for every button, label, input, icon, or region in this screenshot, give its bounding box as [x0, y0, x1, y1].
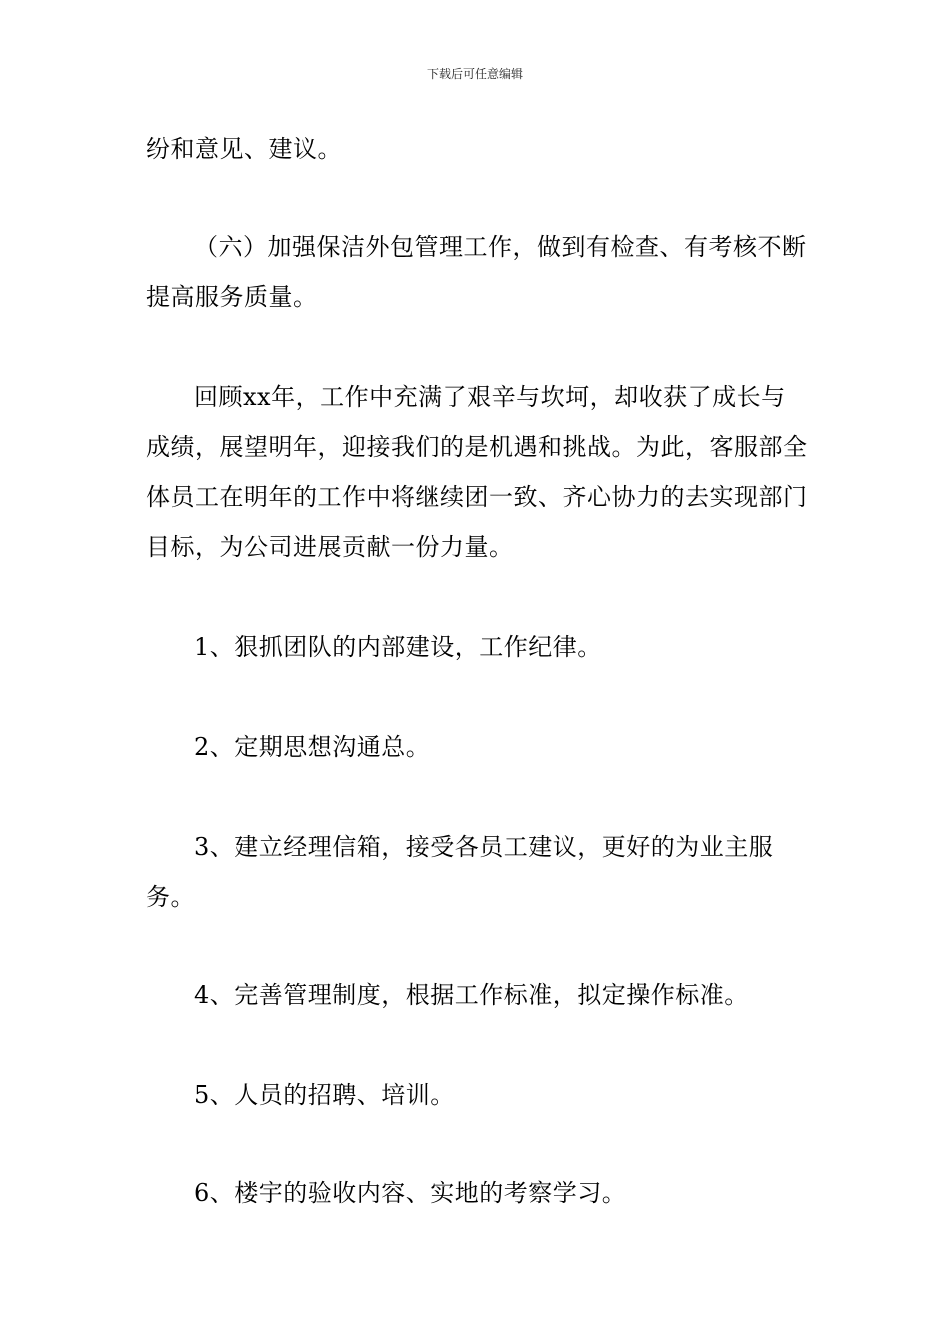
list-item-5: 5、人员的招聘、培训。 [194, 1081, 455, 1109]
paragraph-continuation: 纷和意见、建议。 [146, 135, 342, 163]
paragraph-review-summary: 回顾xx年，工作中充满了艰辛与坎坷，却收获了成长与成绩，展望明年，迎接我们的是机遇和挑战。为此，客服部全体员工在明年的工作中将继续团一致、齐心协力的去实现部门目标，为公司进展贡献一份力量。 [146, 383, 808, 561]
list-item-3: 3、建立经理信箱，接受各员工建议，更好的为业主服务。 [146, 833, 774, 911]
paragraph-section-six: （六）加强保洁外包管理工作，做到有检查、有考核不断提高服务质量。 [146, 233, 807, 311]
list-item-4: 4、完善管理制度，根据工作标准，拟定操作标准。 [194, 981, 749, 1009]
list-item-1: 1、狠抓团队的内部建设，工作纪律。 [194, 633, 602, 661]
list-item-2: 2、定期思想沟通总。 [194, 733, 431, 761]
page-header-note: 下载后可任意编辑 [426, 67, 523, 81]
list-item-6: 6、楼宇的验收内容、实地的考察学习。 [194, 1179, 627, 1207]
